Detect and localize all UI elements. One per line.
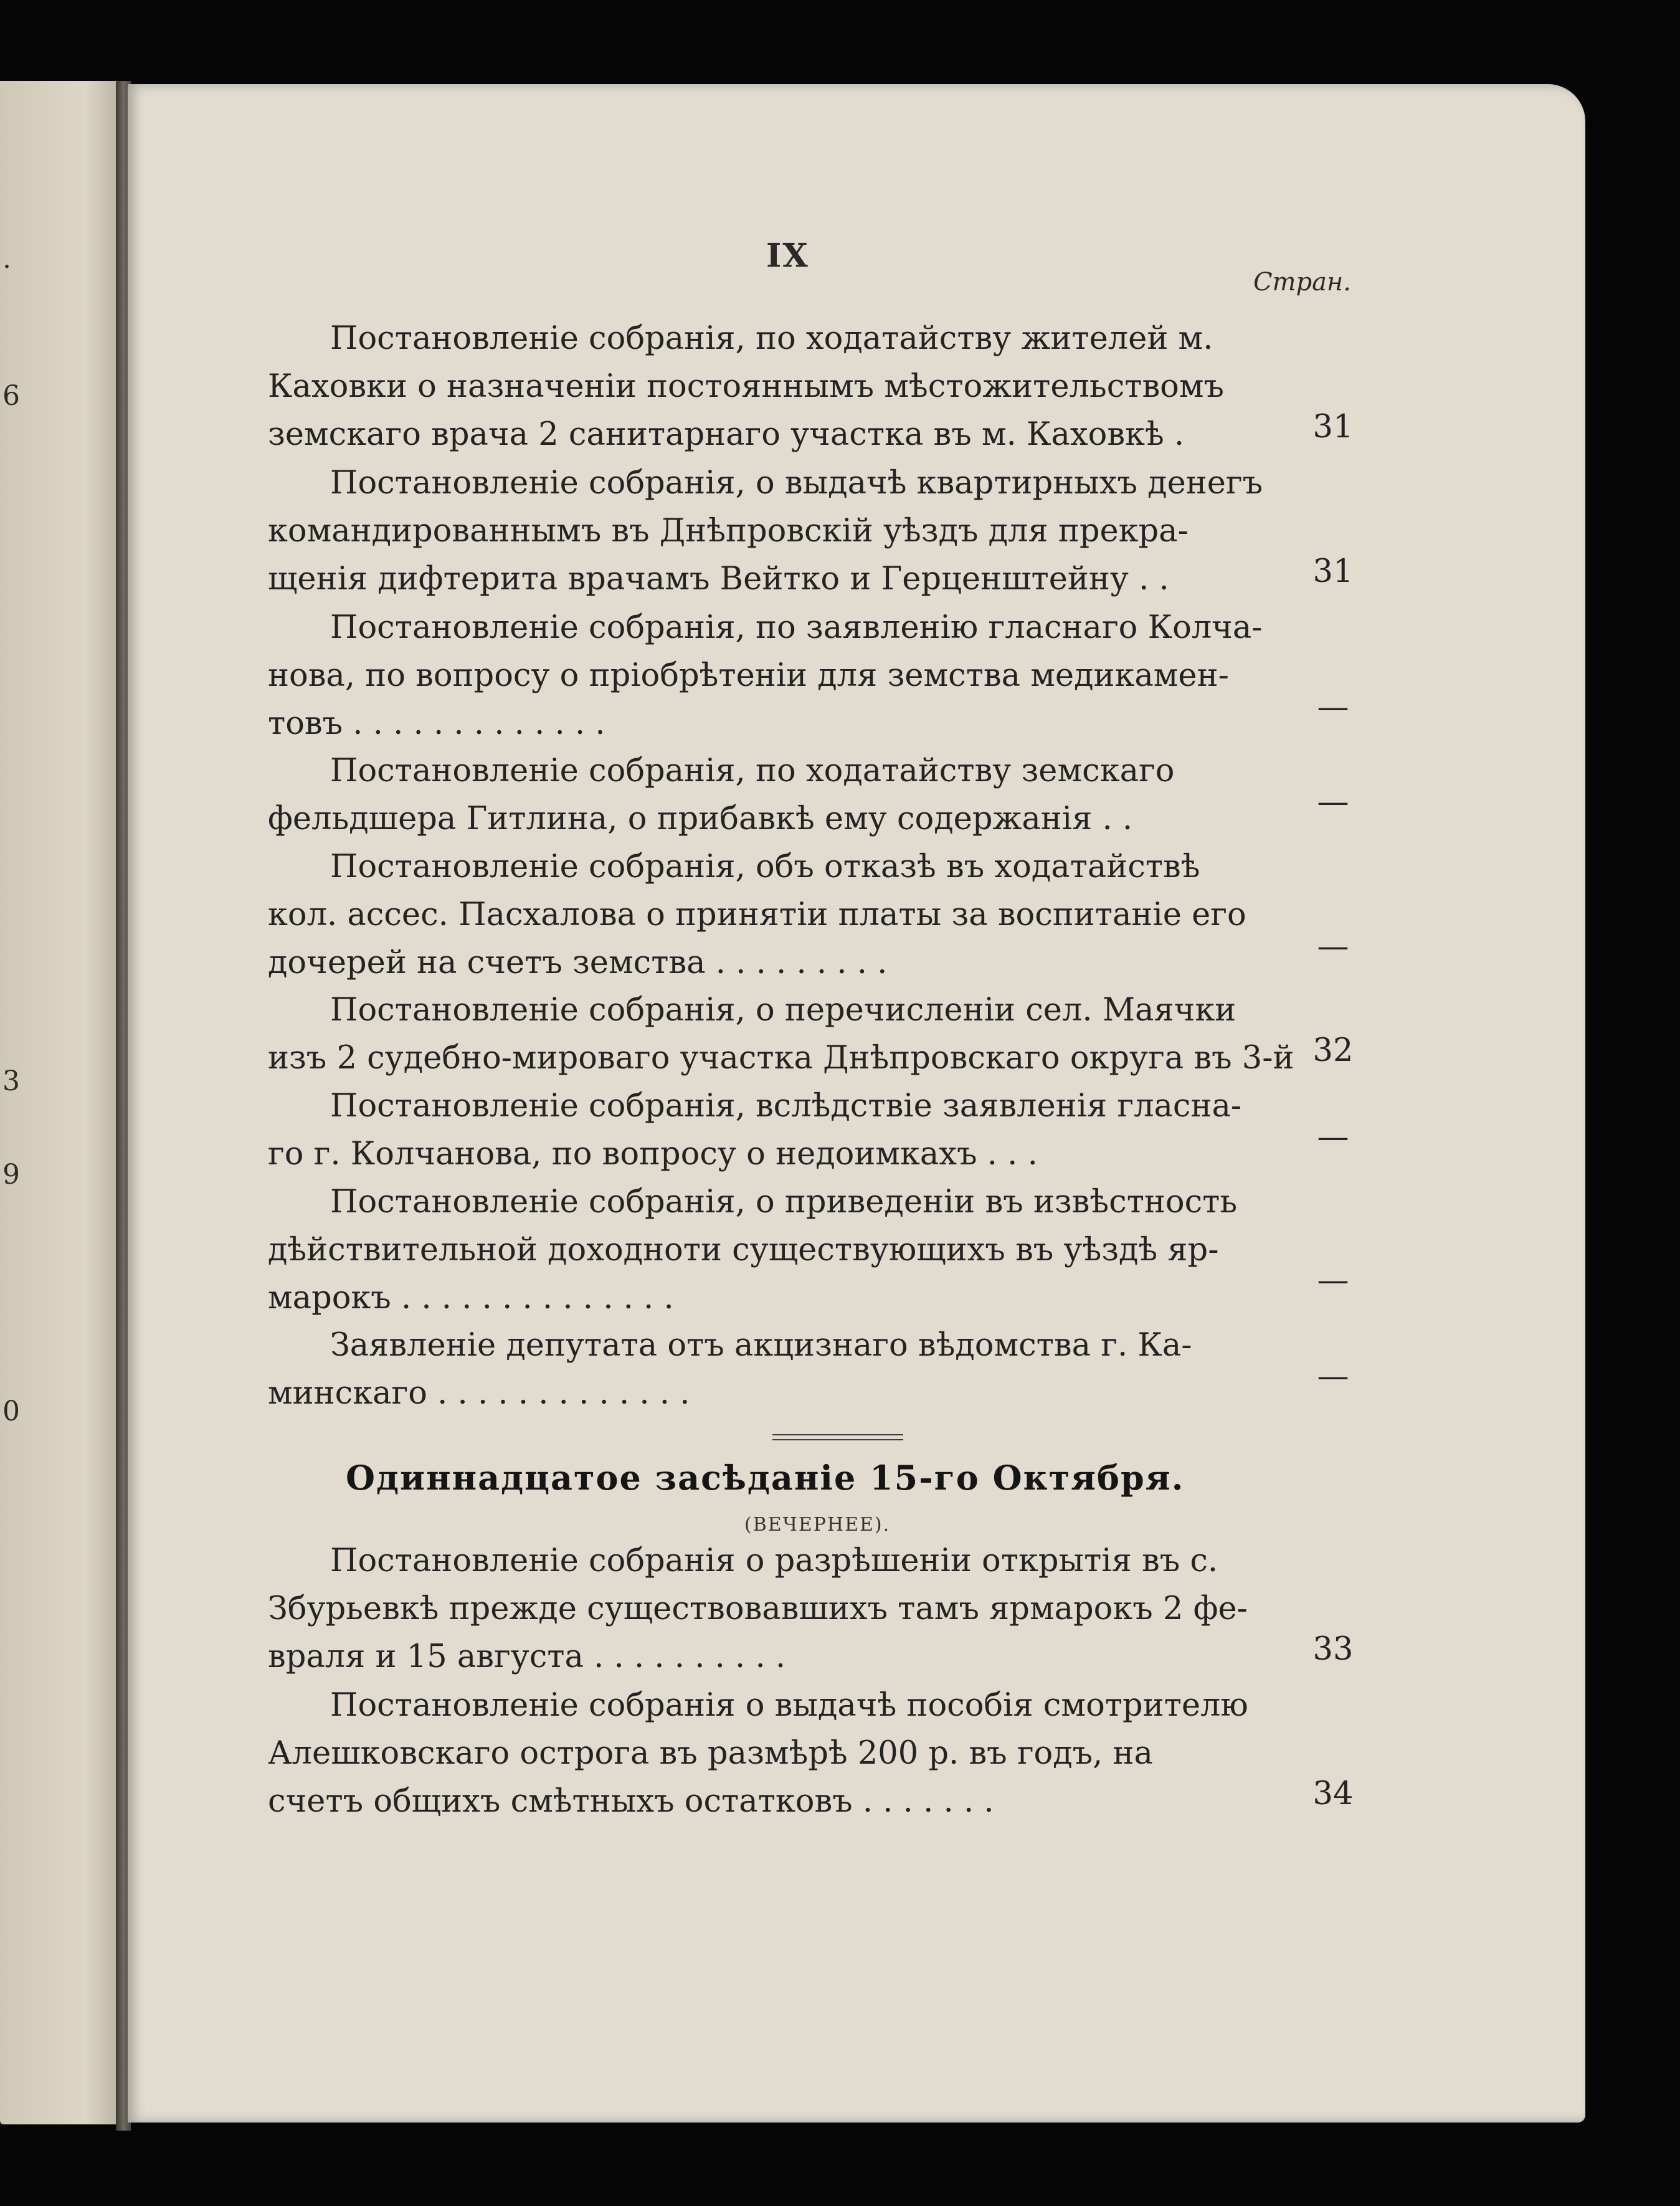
entry-line: Каховки о назначеніи постояннымъ мѣстожительствомъ	[268, 368, 1225, 405]
page-reference: 32	[1312, 1032, 1354, 1069]
entry-line: дѣйствительной доходноти существующихъ въ уѣздѣ яр-	[268, 1232, 1219, 1268]
page-reference: —	[1317, 784, 1349, 820]
session-heading: Одиннадцатое засѣданіе 15-го Октября.	[346, 1458, 1185, 1498]
entry-line: Збурьевкѣ прежде существовавшихъ тамъ ярмарокъ 2 фе-	[268, 1590, 1248, 1627]
left-page-mark: .	[2, 243, 11, 275]
entry-line: марокъ . . . . . . . . . . . . . .	[268, 1280, 674, 1316]
entry-line: Постановленіе собранія о выдачѣ пособія смотрителю	[330, 1687, 1248, 1724]
entry-line: нова, по вопросу о пріобрѣтеніи для земства медикамен-	[268, 657, 1229, 694]
entry-line: Постановленіе собранія, по заявленію гласнаго Колча-	[330, 609, 1263, 646]
entry-line: счетъ общихъ смѣтныхъ остатковъ . . . . . . .	[268, 1783, 994, 1820]
entry-line: го г. Колчанова, по вопросу о недоимкахъ . . .	[268, 1136, 1038, 1172]
left-page-mark: 3	[2, 1065, 20, 1097]
entry-line: враля и 15 августа . . . . . . . . . .	[268, 1638, 786, 1675]
page-reference: 34	[1312, 1776, 1354, 1812]
page-reference: —	[1317, 1262, 1349, 1299]
column-heading: Стран.	[1253, 268, 1351, 297]
left-page-mark: 0	[2, 1395, 20, 1427]
section-divider	[772, 1434, 903, 1440]
page-reference: —	[1317, 1358, 1349, 1395]
entry-line: кол. ассес. Пасхалова о принятіи платы за воспитаніе его	[268, 896, 1246, 933]
entry-line: изъ 2 судебно-мироваго участка Днѣпровскаго округа въ 3-й	[268, 1040, 1294, 1077]
entry-line: дочерей на счетъ земства . . . . . . . . .	[268, 944, 888, 981]
page-reference: 31	[1312, 553, 1354, 590]
page-reference: —	[1317, 689, 1349, 726]
left-page-edge	[0, 81, 121, 2124]
entry-line: земскаго врача 2 санитарнаго участка въ м. Каховкѣ .	[268, 416, 1185, 453]
page-reference: —	[1317, 928, 1349, 965]
entry-line: Постановленіе собранія, объ отказѣ въ ходатайствѣ	[330, 849, 1200, 885]
entry-line: Постановленіе собранія, о выдачѣ квартирныхъ денегъ	[330, 465, 1263, 502]
entry-line: командированнымъ въ Днѣпровскій уѣздъ для прекра-	[268, 513, 1189, 549]
page-reference: 33	[1312, 1631, 1354, 1668]
page-number: IX	[766, 237, 809, 275]
entry-line: Постановленіе собранія, по ходатайству земскаго	[330, 753, 1175, 789]
entry-line: товъ . . . . . . . . . . . . .	[268, 705, 605, 742]
entry-line: Постановленіе собранія, о приведеніи въ извѣстность	[330, 1184, 1238, 1220]
entry-line: Алешковскаго острога въ размѣрѣ 200 р. въ годъ, на	[268, 1735, 1153, 1772]
page-reference: 31	[1312, 409, 1354, 445]
entry-line: Постановленіе собранія, вслѣдствіе заявленія гласна-	[330, 1088, 1242, 1124]
entry-line: щенія дифтерита врачамъ Вейтко и Герценштейну . .	[268, 561, 1169, 597]
left-page-mark: 6	[2, 380, 20, 412]
left-page-mark: 9	[2, 1159, 20, 1191]
entry-line: минскаго . . . . . . . . . . . . .	[268, 1375, 690, 1412]
session-subheading: (ВЕЧЕРНЕЕ).	[744, 1514, 891, 1536]
entry-line: Постановленіе собранія, по ходатайству жителей м.	[330, 320, 1213, 357]
entry-line: Постановленіе собранія, о перечисленіи сел. Маячки	[330, 992, 1236, 1029]
page-reference: —	[1317, 1119, 1349, 1156]
entry-line: Заявленіе депутата отъ акцизнаго вѣдомства г. Ка-	[330, 1327, 1192, 1364]
entry-line: фельдшера Гитлина, о прибавкѣ ему содержанія . .	[268, 801, 1133, 837]
entry-line: Постановленіе собранія о разрѣшеніи открытія въ с.	[330, 1543, 1218, 1579]
